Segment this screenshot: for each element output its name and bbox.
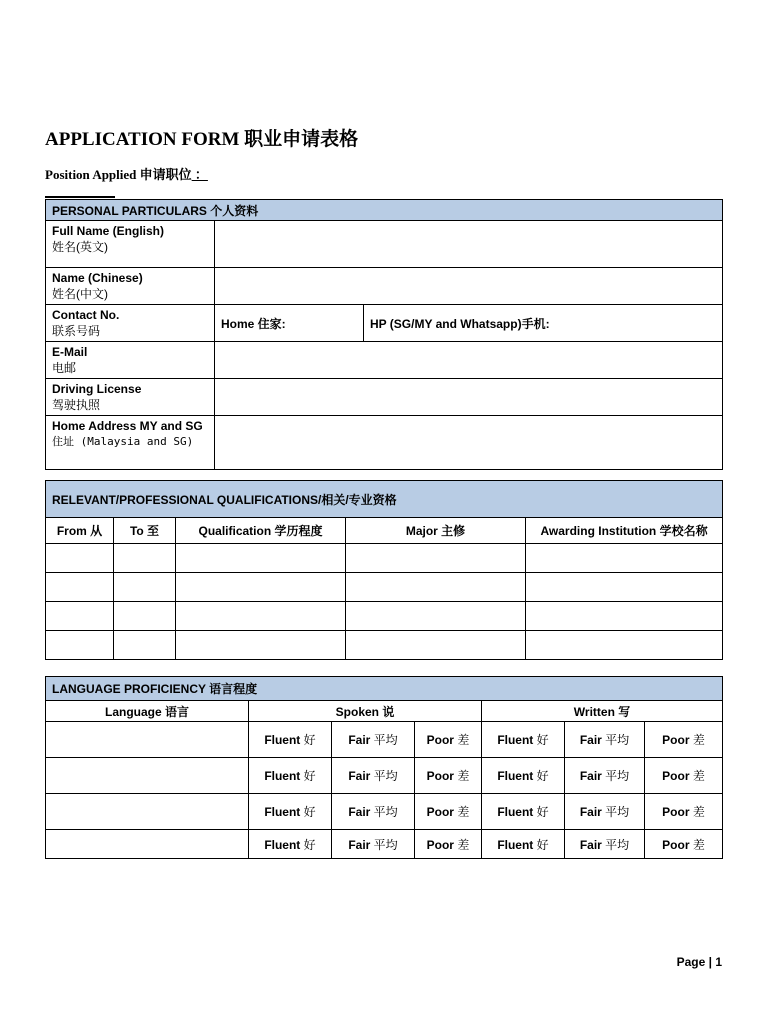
major-cell[interactable] [346,602,526,631]
form-title: APPLICATION FORM 职业申请表格 [45,129,359,150]
col-institution: Awarding Institution 学校名称 [526,518,723,544]
driving-license-label: Driving License 驾驶执照 [46,379,215,416]
from-cell[interactable] [46,573,114,602]
written-fair-option[interactable]: Fair 平均 [565,830,645,859]
language-cell[interactable] [46,794,249,830]
qualification-cell[interactable] [176,544,346,573]
col-to: To 至 [114,518,176,544]
spoken-fair-option[interactable]: Fair 平均 [332,758,415,794]
position-label: Position Applied 申请职位 [45,167,192,182]
col-qualification: Qualification 学历程度 [176,518,346,544]
table-row [46,722,723,758]
language-table [45,676,723,859]
spoken-poor-option[interactable]: Poor 差 [415,794,482,830]
spoken-fluent-option[interactable]: Fluent 好 [249,758,332,794]
to-cell[interactable] [114,631,176,660]
written-fluent-option[interactable]: Fluent 好 [482,722,565,758]
spoken-fluent-option[interactable]: Fluent 好 [249,722,332,758]
spoken-poor-option[interactable]: Poor 差 [415,758,482,794]
spoken-fair-option[interactable]: Fair 平均 [332,794,415,830]
home-address-label: Home Address MY and SG 住址 (Malaysia and SG) [46,416,215,470]
written-poor-option[interactable]: Poor 差 [645,830,723,859]
to-cell[interactable] [114,544,176,573]
major-cell[interactable] [346,631,526,660]
language-cell[interactable] [46,758,249,794]
spoken-fair-option[interactable]: Fair 平均 [332,830,415,859]
home-address-field[interactable] [215,416,723,470]
from-cell[interactable] [46,544,114,573]
written-fluent-option[interactable]: Fluent 好 [482,758,565,794]
table-row [46,544,723,573]
qualification-cell[interactable] [176,573,346,602]
institution-cell[interactable] [526,602,723,631]
from-cell[interactable] [46,631,114,660]
table-row [46,631,723,660]
contact-label: Contact No. 联系号码 [46,305,215,342]
table-row [46,573,723,602]
full-name-field[interactable] [215,221,723,268]
spoken-fluent-option[interactable]: Fluent 好 [249,794,332,830]
chinese-name-label: Name (Chinese) 姓名(中文) [46,268,215,305]
institution-cell[interactable] [526,631,723,660]
col-written: Written 写 [482,701,723,722]
hp-phone-field[interactable]: HP (SG/MY and Whatsapp)手机: [364,305,723,342]
language-cell[interactable] [46,722,249,758]
institution-cell[interactable] [526,544,723,573]
table-row [46,602,723,631]
spoken-fluent-option[interactable]: Fluent 好 [249,830,332,859]
qualifications-table [45,480,723,660]
written-poor-option[interactable]: Poor 差 [645,722,723,758]
qualification-cell[interactable] [176,631,346,660]
language-cell[interactable] [46,830,249,859]
chinese-name-field[interactable] [215,268,723,305]
col-spoken: Spoken 说 [249,701,482,722]
to-cell[interactable] [114,602,176,631]
divider [45,196,115,198]
written-fair-option[interactable]: Fair 平均 [565,722,645,758]
position-field[interactable]: ： [191,167,208,182]
spoken-poor-option[interactable]: Poor 差 [415,722,482,758]
to-cell[interactable] [114,573,176,602]
col-from: From 从 [46,518,114,544]
written-fair-option[interactable]: Fair 平均 [565,758,645,794]
institution-cell[interactable] [526,573,723,602]
qualifications-header: RELEVANT/PROFESSIONAL QUALIFICATIONS/相关/专业资格 [46,481,723,518]
language-header: LANGUAGE PROFICIENCY 语言程度 [46,677,723,701]
position-applied [45,164,208,183]
spoken-fair-option[interactable]: Fair 平均 [332,722,415,758]
email-label: E-Mail 电邮 [46,342,215,379]
email-field[interactable] [215,342,723,379]
major-cell[interactable] [346,573,526,602]
written-fluent-option[interactable]: Fluent 好 [482,794,565,830]
col-major: Major 主修 [346,518,526,544]
page-number: Page | 1 [676,955,722,969]
table-row [46,758,723,794]
personal-header: PERSONAL PARTICULARS 个人资料 [46,200,723,221]
home-phone-field[interactable]: Home 住家: [215,305,364,342]
table-row [46,794,723,830]
driving-license-field[interactable] [215,379,723,416]
from-cell[interactable] [46,602,114,631]
major-cell[interactable] [346,544,526,573]
full-name-label: Full Name (English) 姓名(英文) [46,221,215,268]
table-row [46,830,723,859]
col-language: Language 语言 [46,701,249,722]
spoken-poor-option[interactable]: Poor 差 [415,830,482,859]
written-fair-option[interactable]: Fair 平均 [565,794,645,830]
written-poor-option[interactable]: Poor 差 [645,794,723,830]
personal-particulars-table [45,199,723,470]
written-fluent-option[interactable]: Fluent 好 [482,830,565,859]
written-poor-option[interactable]: Poor 差 [645,758,723,794]
qualification-cell[interactable] [176,602,346,631]
